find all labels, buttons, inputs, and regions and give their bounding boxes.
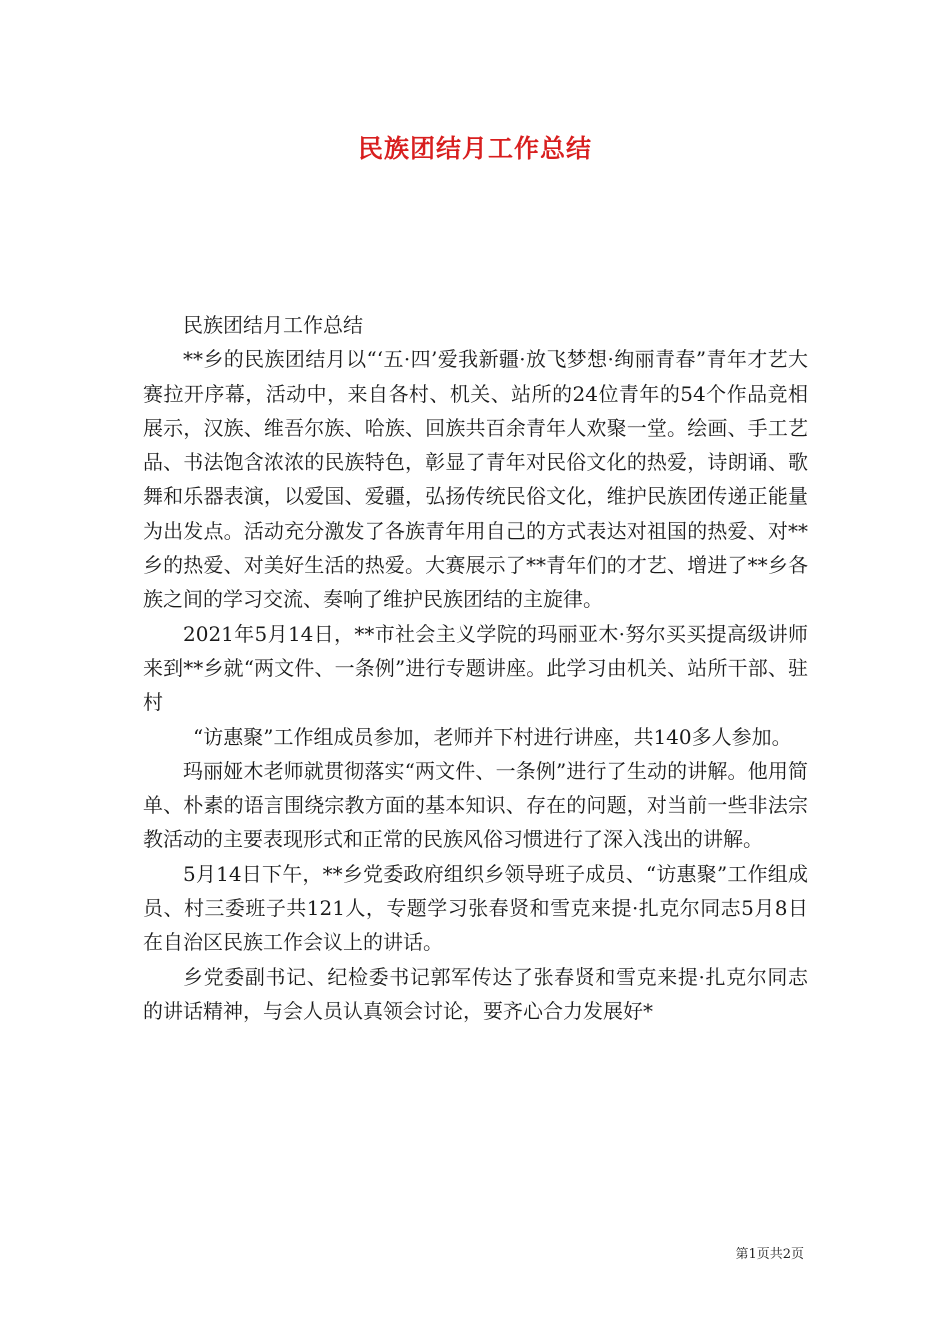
paragraph-study-session: 5月14日下午，**乡党委政府组织乡领导班子成员、“访惠聚”工作组成员、村三委班子共121人，专题学习张春贤和雪克来提·扎克尔同志5月8日在自治区民族工作会议上的讲话。 <box>143 861 808 955</box>
paragraph-heading: 民族团结月工作总结 <box>183 313 363 337</box>
page-title: 民族团结月工作总结 <box>357 134 592 163</box>
paragraph-speech-relay: 乡党委副书记、纪检委书记郭军传达了张春贤和雪克来提·扎克尔同志的讲话精神，与会人员认真领会讨论，要齐心合力发展好* <box>143 964 808 1023</box>
paragraph-lecture-attendance: “访惠聚”工作组成员参加，老师并下村进行讲座，共140多人参加。 <box>193 724 792 749</box>
document-body <box>143 308 808 1028</box>
page-indicator: 第1页共2页 <box>735 1247 804 1262</box>
paragraph-youth-contest: **乡的民族团结月以“‘五·四’爱我新疆·放飞梦想·绚丽青春”青年才艺大赛拉开序幕，活动中，来自各村、机关、站所的24位青年的54个作品竞相展示，汉族、维吾尔族、哈族、回族共百余青年人欢聚一堂。绘画、手工艺品、书法饱含浓浓的民族特色，彰显了青年对民俗文化的热爱，诗朗诵、歌舞和乐器表演，以爱国、爱疆，弘扬传统民俗文化，维护民族团传递正能量为出发点。活动充分激发了各族青年用自己的方式表达对祖国的热爱、对**乡的热爱、对美好生活的热爱。大赛展示了**青年们的才艺、增进了**乡各族之间的学习交流、奏响了维护民族团结的主旋律。 <box>143 347 808 612</box>
page-number <box>735 1246 804 1264</box>
paragraph-lecture-intro: 2021年5月14日，**市社会主义学院的玛丽亚木·努尔买买提高级讲师来到**乡就“两文件、一条例”进行专题讲座。此学习由机关、站所干部、驻村 <box>143 621 808 715</box>
paragraph-lecture-content: 玛丽娅木老师就贯彻落实“两文件、一条例”进行了生动的讲解。他用简单、朴素的语言围绕宗教方面的基本知识、存在的问题，对当前一些非法宗教活动的主要表现形式和正常的民族风俗习惯进行了深入浅出的讲解。 <box>143 758 808 852</box>
